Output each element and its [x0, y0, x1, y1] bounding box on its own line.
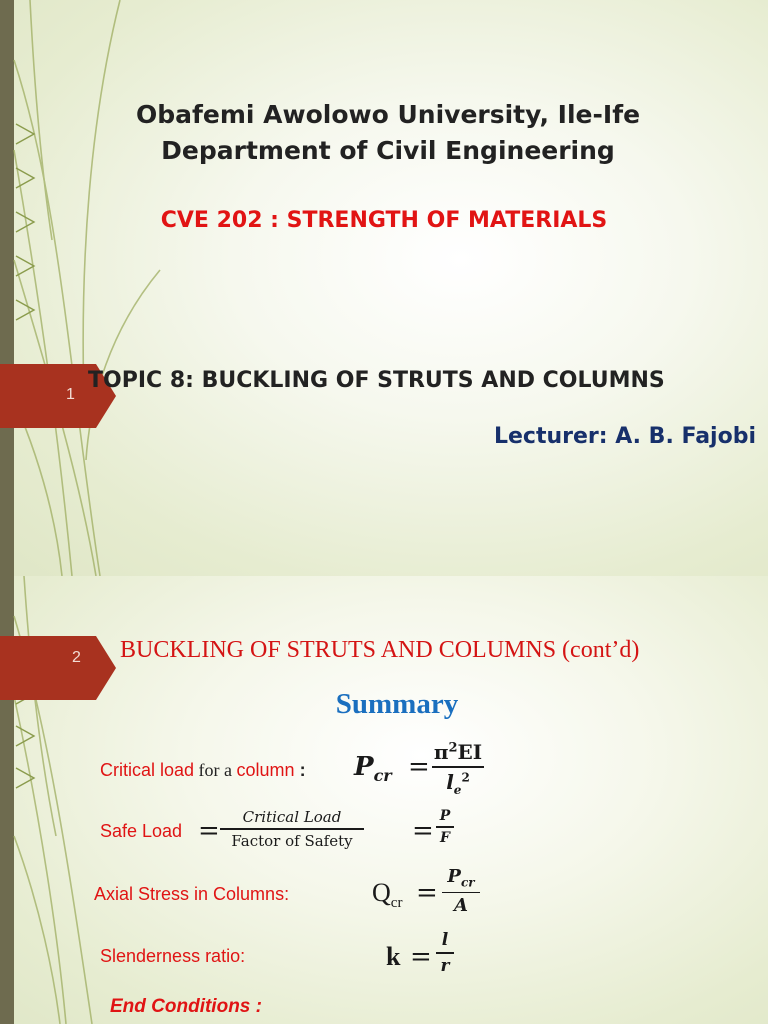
subscript-cr: cr [390, 895, 403, 912]
equals-sign: = [408, 752, 430, 782]
symbol-p: P [354, 752, 374, 782]
symbol-l: l [441, 930, 449, 950]
length-symbol: l [446, 769, 454, 794]
equals-sign: = [198, 816, 220, 846]
effective-subscript: e [453, 782, 462, 797]
slide-2 [0, 576, 768, 1024]
critical-load-fraction [432, 740, 484, 797]
equals-sign: = [412, 816, 434, 846]
p-over-f-fraction [436, 808, 454, 846]
summary-heading: Summary [335, 688, 459, 720]
symbol-q: Q [372, 878, 391, 907]
symbol-f: F [440, 829, 450, 846]
fraction-bar [436, 952, 454, 954]
critical-load-label [100, 760, 306, 781]
fraction-bar [436, 826, 454, 828]
slenderness-fraction [436, 930, 454, 976]
subscript-cr: cr [373, 766, 392, 786]
slenderness-lhs: k [386, 942, 401, 971]
equals-sign: = [410, 942, 432, 972]
equals-sign: = [416, 878, 438, 908]
symbol-a: A [454, 895, 468, 917]
pi-exponent: 2 [448, 740, 458, 756]
safe-load-label: Safe Load [100, 821, 183, 841]
fraction-bar [220, 828, 364, 830]
university-name: Obafemi Awolowo University, Ile-Ife [135, 100, 641, 129]
course-title: CVE 202 : STRENGTH OF MATERIALS [160, 208, 608, 233]
column-term: column [236, 760, 295, 780]
end-conditions-heading: End Conditions : [110, 996, 262, 1017]
slide-number: 2 [72, 649, 81, 666]
axial-stress-label: Axial Stress in Columns: [94, 884, 290, 904]
colon-text: : [294, 760, 306, 780]
slenderness-label: Slenderness ratio: [100, 946, 246, 966]
topic-title: TOPIC 8: BUCKLING OF STRUTS AND COLUMNS [88, 368, 665, 393]
fraction-bar [432, 766, 484, 768]
axial-stress-fraction [442, 866, 480, 916]
slide-number: 1 [66, 386, 75, 403]
axial-stress-lhs [372, 878, 402, 912]
ei-term: EI [457, 740, 483, 764]
safe-load-fraction [220, 808, 364, 850]
lecturer-name: Lecturer: A. B. Fajobi [493, 424, 756, 449]
critical-load-lhs [354, 752, 392, 785]
pi-symbol: π [433, 740, 449, 764]
fraction-bar [442, 892, 480, 894]
for-a-text: for a [194, 760, 237, 780]
decorative-arrows [0, 0, 200, 576]
factor-of-safety-text: Factor of Safety [231, 831, 353, 850]
subscript-cr: cr [460, 875, 475, 890]
symbol-p: P [447, 866, 461, 887]
critical-load-text: Critical Load [242, 808, 342, 826]
critical-load-term: Critical load [100, 760, 195, 780]
slide-title: BUCKLING OF STRUTS AND COLUMNS (cont’d) [120, 637, 640, 663]
department-name: Department of Civil Engineering [161, 136, 615, 165]
symbol-p: P [439, 808, 451, 824]
length-exponent: 2 [461, 769, 470, 784]
symbol-r: r [440, 955, 450, 976]
